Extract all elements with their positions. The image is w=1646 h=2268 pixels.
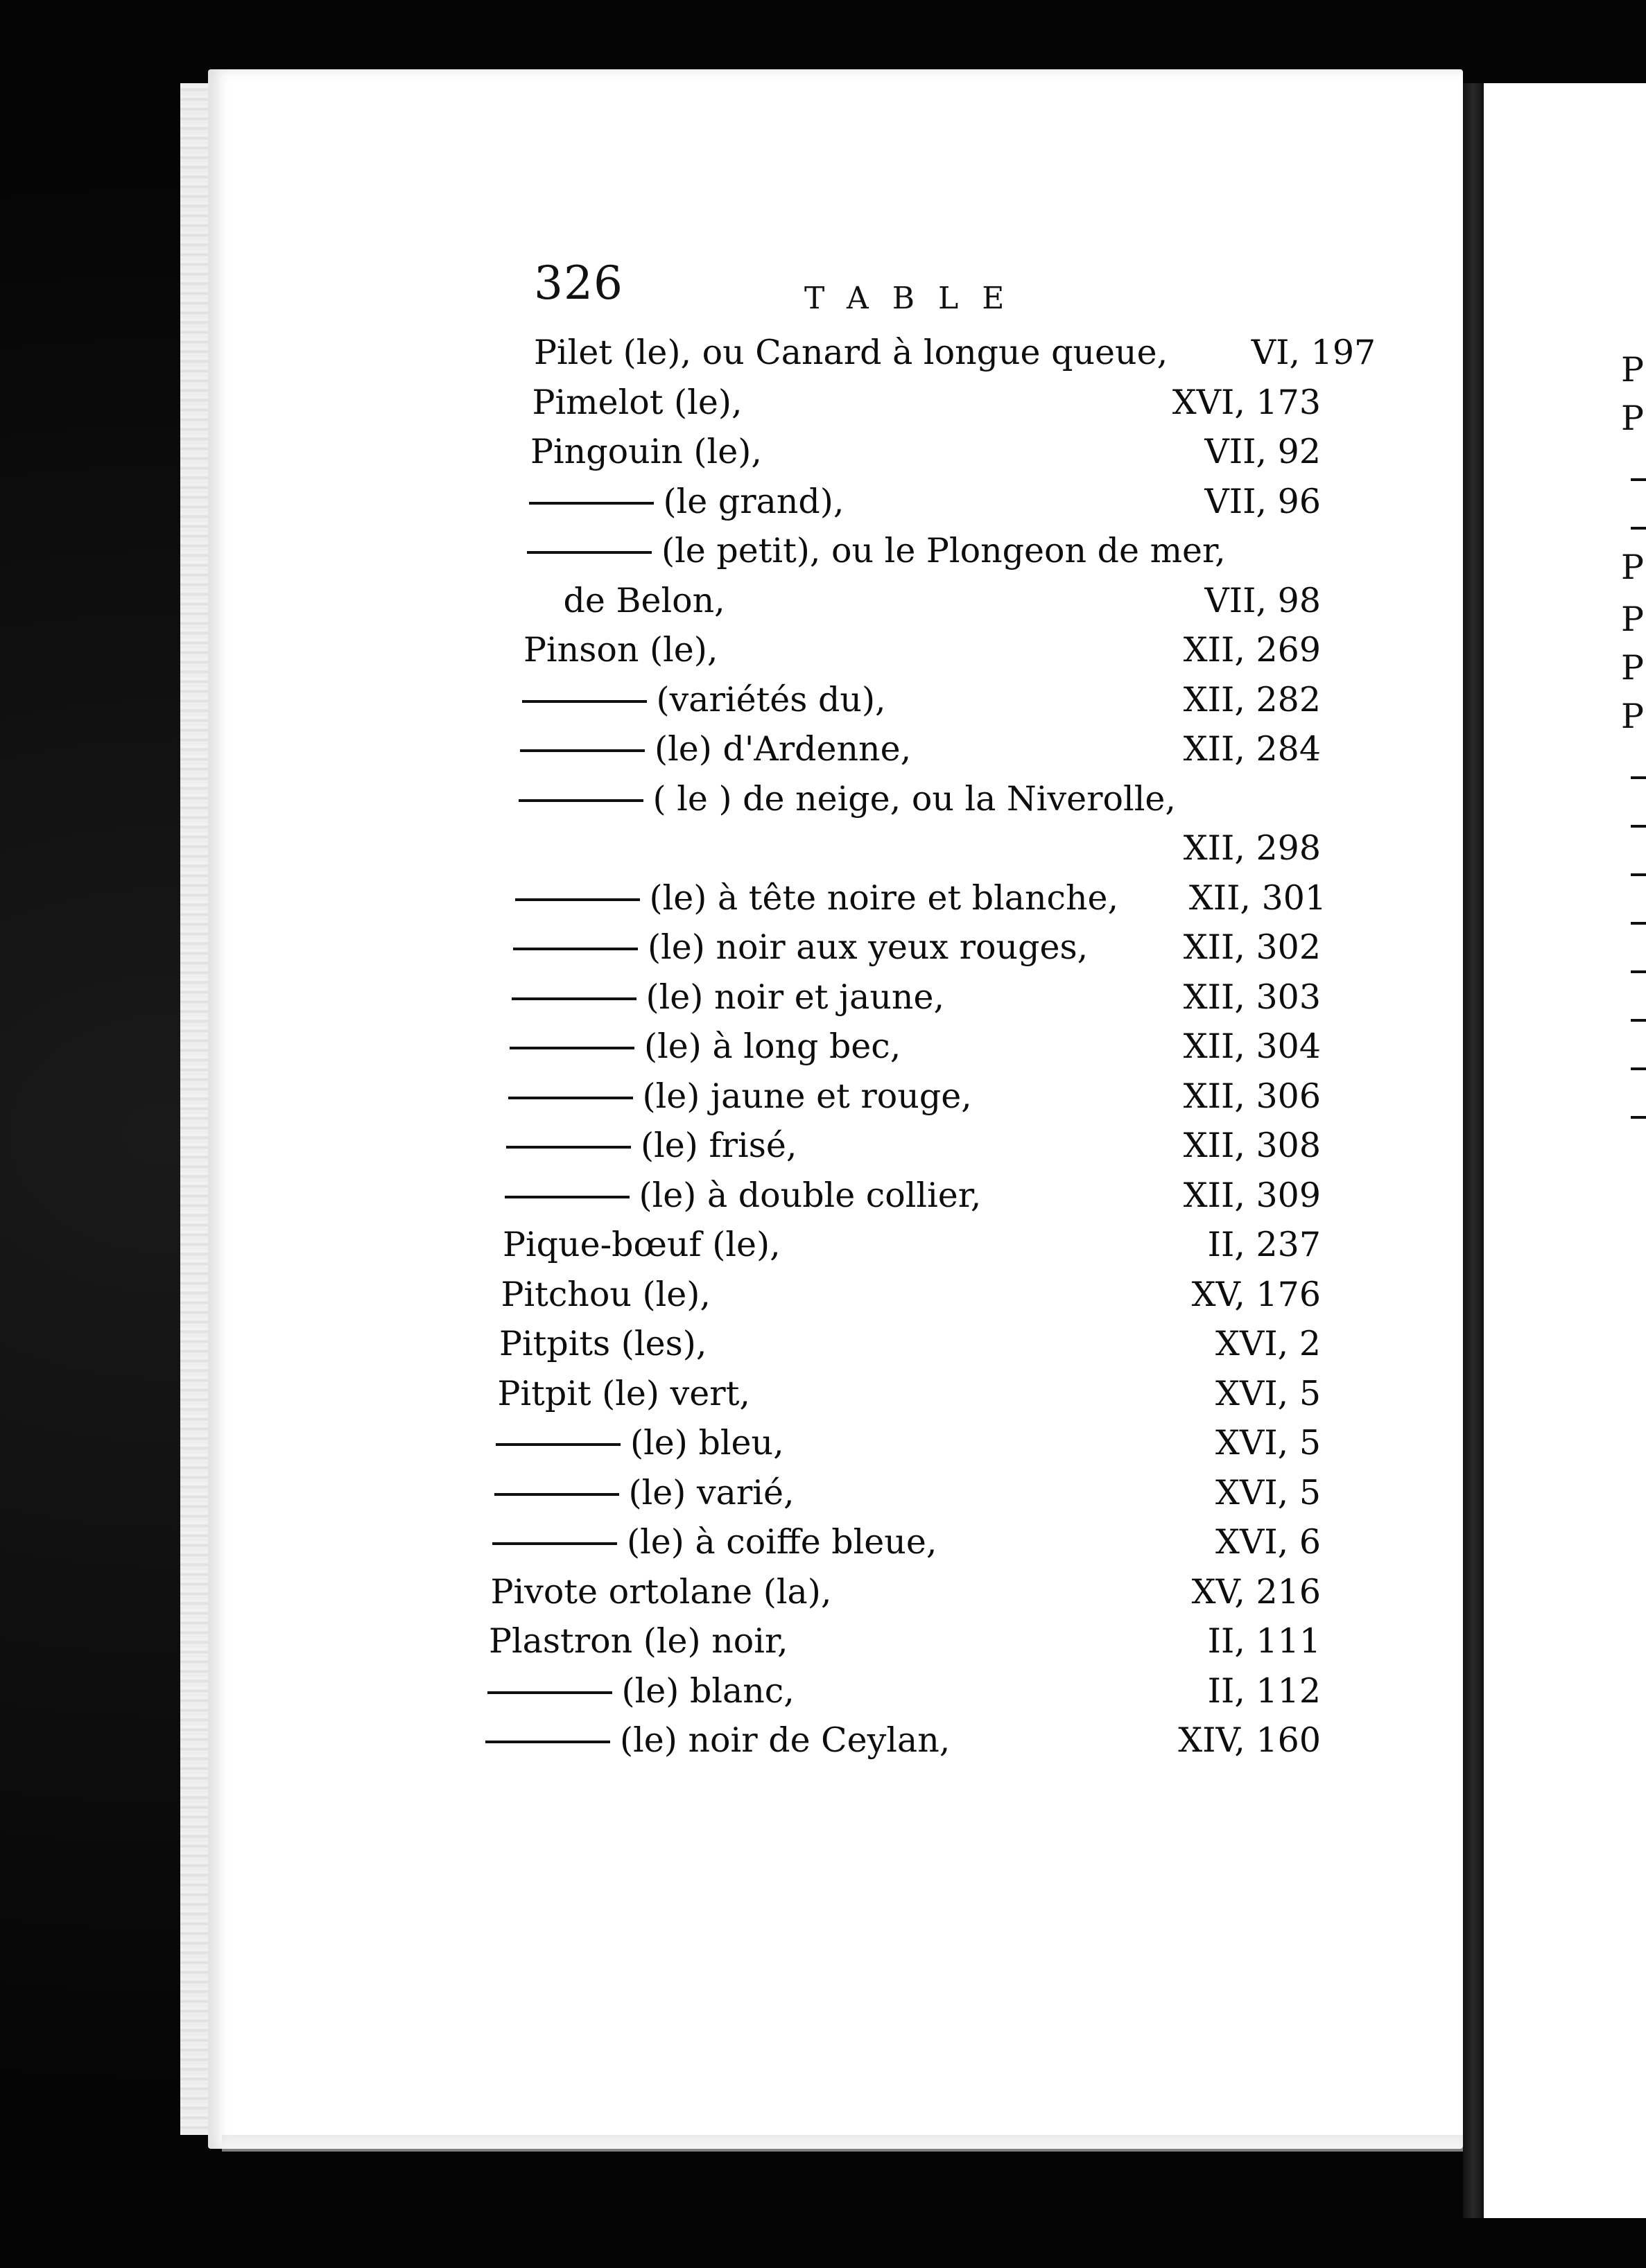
entry-name: (le petit), ou le Plongeon de mer, (661, 531, 1226, 570)
entry-name: Pitchou (le), (501, 1274, 711, 1314)
index-entry (510, 1027, 1321, 1070)
entry-reference: II, 111 (1207, 1621, 1321, 1661)
index-entry (499, 1324, 1321, 1367)
entry-name: (le) frisé, (641, 1126, 797, 1165)
entry-reference: XVI, 2 (1215, 1324, 1321, 1363)
index-entry (529, 482, 1322, 525)
index-entry (505, 1176, 1322, 1219)
entry-reference: VII, 92 (1204, 432, 1321, 471)
index-entry (498, 1374, 1322, 1417)
entry-reference: XII, 303 (1183, 977, 1321, 1017)
entry-name: (le) varié, (628, 1472, 795, 1512)
index-entry (501, 1275, 1322, 1318)
index-entry (526, 581, 1322, 624)
entry-reference: XIV, 160 (1178, 1720, 1321, 1760)
ditto-dash (494, 1493, 619, 1496)
facing-page-letter: P (1621, 399, 1644, 438)
entry-reference: XV, 216 (1191, 1571, 1321, 1612)
facing-page-letter: P (1621, 600, 1644, 639)
index-entry (494, 1473, 1322, 1516)
entry-reference: XVI, 173 (1172, 382, 1321, 422)
ditto-dash (515, 898, 640, 901)
index-entry (491, 1572, 1322, 1615)
index-entry (527, 531, 1321, 574)
entry-name: (le grand), (663, 481, 844, 521)
entry-reference: XII, 269 (1183, 630, 1321, 670)
facing-page-dash (1631, 1067, 1646, 1070)
index-entry (532, 383, 1322, 426)
facing-page-letter: P (1621, 648, 1644, 688)
ditto-dash (508, 1097, 633, 1099)
index-entry (492, 1522, 1321, 1565)
ditto-dash (506, 1146, 631, 1149)
entry-name: (le) à coiffe bleue, (627, 1522, 937, 1562)
index-entry (489, 1621, 1321, 1664)
entry-name: Pinson (le), (523, 630, 718, 670)
entry-name: Pimelot (le), (532, 382, 743, 422)
ditto-dash (527, 551, 652, 554)
entry-name: (le) à long bec, (644, 1027, 901, 1066)
facing-page-letter: P (1621, 697, 1644, 736)
ditto-dash (505, 1196, 630, 1198)
entry-reference: XII, 301 (1188, 878, 1327, 918)
facing-page-dash (1631, 776, 1646, 779)
facing-page-dash (1631, 970, 1646, 973)
ditto-dash (522, 700, 647, 703)
facing-page-letter: P (1621, 350, 1644, 390)
entry-name: Pingouin (le), (530, 432, 762, 471)
entry-reference: XII, 284 (1183, 729, 1321, 769)
ditto-dash (519, 799, 643, 802)
index-entry (523, 630, 1321, 673)
page-title: TABLE (804, 281, 1028, 316)
facing-page-dash (1631, 527, 1646, 530)
facing-page-dash (1631, 922, 1646, 925)
entry-reference: XII, 282 (1183, 679, 1321, 719)
ditto-dash (510, 1047, 634, 1049)
entry-reference: II, 112 (1207, 1671, 1321, 1711)
index-entry (512, 977, 1322, 1020)
entry-reference: XVI, 5 (1215, 1373, 1321, 1413)
entry-reference: XVI, 6 (1215, 1522, 1321, 1562)
index-entry (515, 878, 1327, 921)
entry-name: (le) à double collier, (639, 1175, 982, 1215)
ditto-dash (513, 948, 638, 950)
entry-name: Pique-bœuf (le), (503, 1225, 781, 1264)
index-entry (522, 680, 1322, 723)
entry-reference: XII, 308 (1183, 1126, 1321, 1165)
entry-name: (variétés du), (656, 679, 886, 719)
entry-name: (le) noir aux yeux rouges, (648, 927, 1089, 967)
index-entry (487, 1671, 1322, 1714)
facing-page-dash (1631, 1116, 1646, 1119)
entry-reference: VI, 197 (1251, 333, 1376, 372)
index-entry (513, 927, 1321, 970)
entry-reference: XII, 306 (1183, 1076, 1321, 1116)
ditto-dash (487, 1691, 612, 1694)
ditto-dash (496, 1443, 621, 1446)
entry-name: (le) bleu, (630, 1423, 784, 1463)
facing-page-dash (1631, 478, 1646, 481)
entry-name: (le) à tête noire et blanche, (649, 878, 1119, 918)
ditto-dash (520, 749, 645, 752)
entry-reference: XV, 176 (1191, 1274, 1321, 1314)
entry-name: Pitpits (les), (499, 1324, 707, 1363)
entry-name: Plastron (le) noir, (489, 1621, 788, 1661)
facing-page-dash (1631, 873, 1646, 876)
ditto-dash (512, 997, 636, 1000)
index-entry (496, 1423, 1321, 1466)
entry-reference: XII, 302 (1183, 927, 1321, 967)
index-entry (534, 333, 1376, 376)
entry-name: Pilet (le), ou Canard à longue queue, (534, 333, 1168, 372)
entry-reference: VII, 98 (1204, 580, 1321, 620)
facing-page-dash (1631, 825, 1646, 828)
entry-name: (le) noir et jaune, (646, 977, 945, 1017)
entry-name: de Belon, (563, 580, 725, 620)
index-entry (520, 729, 1321, 772)
ditto-dash (492, 1542, 617, 1545)
index-entry (506, 1126, 1321, 1169)
ditto-dash (529, 502, 654, 505)
index-entry (508, 1076, 1322, 1119)
entry-name: (le) noir de Ceylan, (620, 1720, 951, 1760)
index-entry (503, 1225, 1321, 1268)
entry-reference: XII, 298 (1183, 828, 1321, 868)
entry-reference: VII, 96 (1204, 481, 1321, 521)
entry-name: (le) jaune et rouge, (642, 1076, 972, 1116)
index-entry (530, 432, 1321, 475)
entry-name: (le) d'Ardenne, (655, 729, 912, 769)
entry-reference: XII, 309 (1183, 1175, 1321, 1215)
entry-name: (le) blanc, (621, 1671, 795, 1711)
entry-name: Pitpit (le) vert, (497, 1373, 750, 1413)
index-entry (485, 1720, 1321, 1763)
entry-reference: II, 237 (1207, 1225, 1321, 1264)
entry-reference: XII, 304 (1183, 1027, 1321, 1066)
facing-page-dash (1631, 1019, 1646, 1022)
entry-reference: XVI, 5 (1215, 1472, 1321, 1512)
entry-name: Pivote ortolane (la), (490, 1571, 832, 1612)
facing-page-letter: P (1621, 548, 1644, 587)
ditto-dash (485, 1741, 610, 1743)
page-number: 326 (534, 256, 623, 310)
entry-name: ( le ) de neige, ou la Niverolle, (652, 778, 1176, 819)
index-entry (519, 779, 1322, 822)
index-entry (517, 828, 1321, 871)
entry-reference: XVI, 5 (1215, 1423, 1321, 1463)
